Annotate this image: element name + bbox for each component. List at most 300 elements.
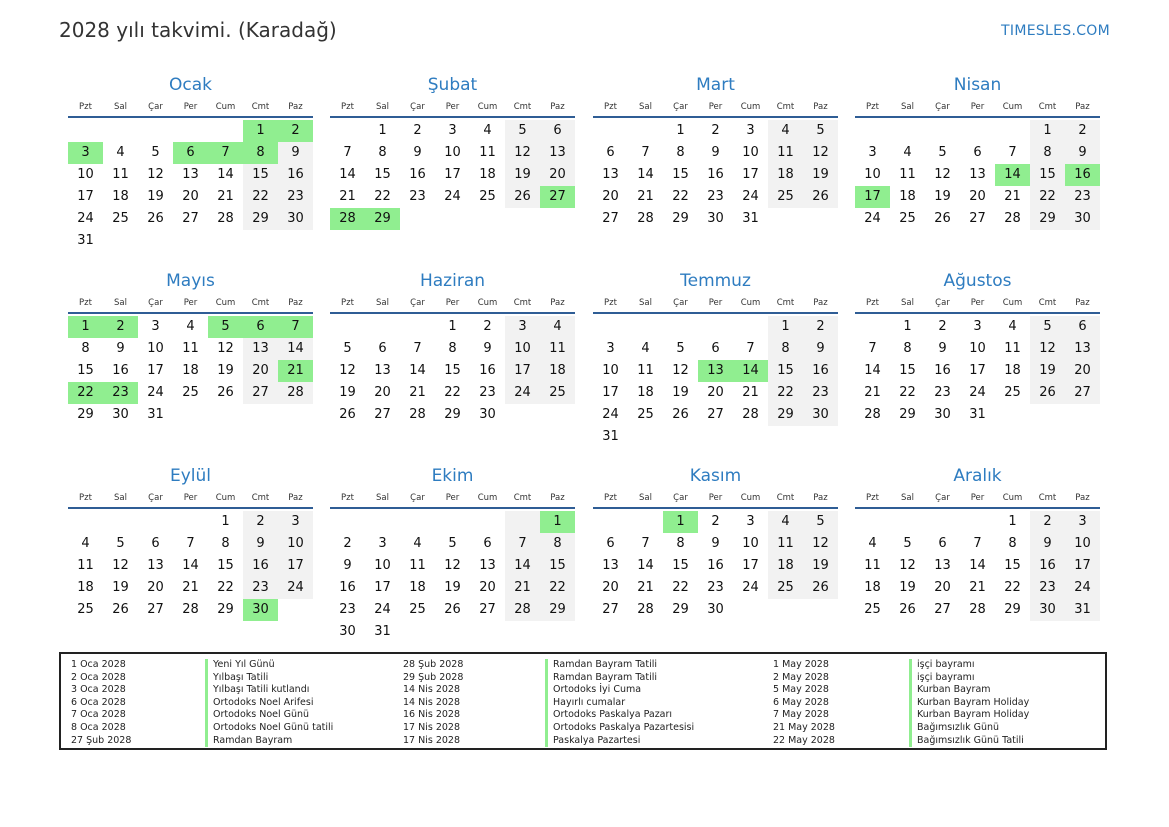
day-cell: 13 <box>934 558 951 573</box>
weekday-label: Per <box>970 493 985 503</box>
day-cell: 26 <box>803 186 838 208</box>
weekday-label: Paz <box>550 298 565 308</box>
weekday-label: Cum <box>740 298 761 308</box>
weekday-header <box>68 489 313 509</box>
weekday-label: Cmt <box>251 493 270 503</box>
month-name: Eylül <box>169 466 212 486</box>
day-cell: 25 <box>409 602 426 617</box>
holiday-day-cell: 1 <box>68 316 103 338</box>
day-cell: 31 <box>742 211 759 226</box>
holiday-day-cell: 2 <box>278 120 313 142</box>
day-cell: 27 <box>479 602 496 617</box>
day-cell: 25 <box>637 407 654 422</box>
day-cell: 26 <box>505 186 540 208</box>
holiday-date: 5 May 2028 <box>773 684 829 696</box>
day-cell: 7 <box>343 145 352 160</box>
day-grid <box>593 120 838 230</box>
day-cell: 23 <box>278 186 313 208</box>
day-cell: 14 <box>409 363 426 378</box>
day-cell: 22 <box>672 580 689 595</box>
day-cell: 2 <box>1065 120 1100 142</box>
weekday-label: Pzt <box>604 298 617 308</box>
day-cell: 17 <box>602 385 619 400</box>
holiday-name: Kurban Bayram <box>909 684 1029 697</box>
day-cell: 3 <box>278 511 313 533</box>
day-cell: 21 <box>864 385 881 400</box>
holiday-name: Ramdan Bayram Tatili <box>545 659 694 672</box>
day-cell: 14 <box>217 167 234 182</box>
day-cell: 16 <box>1030 555 1065 577</box>
day-cell: 12 <box>147 167 164 182</box>
day-cell: 2 <box>343 536 352 551</box>
weekday-label: Cum <box>740 493 761 503</box>
brand-link[interactable]: TIMESLES.COM <box>1001 23 1110 39</box>
day-cell: 15 <box>540 555 575 577</box>
day-cell: 7 <box>973 536 982 551</box>
day-cell: 6 <box>151 536 160 551</box>
holiday-day-cell: 6 <box>173 142 208 164</box>
weekday-label: Pzt <box>604 493 617 503</box>
day-cell: 4 <box>413 536 422 551</box>
holiday-column-2-names <box>545 659 694 747</box>
day-cell: 19 <box>339 385 356 400</box>
weekday-label: Per <box>970 298 985 308</box>
empty-day-cell <box>593 316 628 338</box>
weekday-label: Per <box>708 493 723 503</box>
day-cell: 9 <box>711 145 720 160</box>
day-cell: 15 <box>1030 164 1065 186</box>
weekday-label: Çar <box>148 493 163 503</box>
day-cell: 28 <box>505 599 540 621</box>
day-cell: 9 <box>413 145 422 160</box>
day-cell: 21 <box>1004 189 1021 204</box>
day-cell: 6 <box>606 145 615 160</box>
day-cell: 13 <box>147 558 164 573</box>
day-cell: 20 <box>1065 360 1100 382</box>
weekday-label: Çar <box>673 493 688 503</box>
day-cell: 18 <box>409 580 426 595</box>
holiday-name: Ortodoks Noel Günü tatili <box>205 722 333 735</box>
day-cell: 23 <box>409 189 426 204</box>
weekday-label: Paz <box>550 493 565 503</box>
weekday-label: Pzt <box>79 102 92 112</box>
day-cell: 9 <box>483 341 492 356</box>
holiday-column-3-dates <box>773 659 835 747</box>
day-cell: 26 <box>339 407 356 422</box>
empty-day-cell <box>470 511 505 533</box>
weekday-label: Çar <box>148 102 163 112</box>
month-block <box>593 465 838 621</box>
day-cell: 24 <box>147 385 164 400</box>
day-cell: 22 <box>243 186 278 208</box>
day-cell: 12 <box>803 142 838 164</box>
day-cell: 13 <box>540 142 575 164</box>
weekday-label: Per <box>445 298 460 308</box>
day-cell: 20 <box>540 164 575 186</box>
day-cell: 19 <box>505 164 540 186</box>
month-block <box>593 74 838 230</box>
day-cell: 15 <box>768 360 803 382</box>
weekday-header <box>68 98 313 118</box>
weekday-label: Per <box>708 298 723 308</box>
day-cell: 29 <box>540 599 575 621</box>
weekday-label: Pzt <box>79 298 92 308</box>
month-block <box>68 465 313 621</box>
day-cell: 24 <box>969 385 986 400</box>
day-cell: 12 <box>1030 338 1065 360</box>
day-cell: 28 <box>409 407 426 422</box>
day-cell: 9 <box>243 533 278 555</box>
holiday-date: 29 Şub 2028 <box>403 671 464 683</box>
day-cell: 5 <box>938 145 947 160</box>
holiday-day-cell: 8 <box>243 142 278 164</box>
weekday-label: Çar <box>935 493 950 503</box>
day-cell: 1 <box>676 123 685 138</box>
day-cell: 13 <box>243 338 278 360</box>
holiday-date: 16 Nis 2028 <box>403 709 460 721</box>
day-cell: 10 <box>278 533 313 555</box>
holiday-name: işçi bayramı <box>909 672 1029 685</box>
weekday-header <box>330 294 575 314</box>
day-cell: 10 <box>742 536 759 551</box>
day-cell: 15 <box>672 167 689 182</box>
day-cell: 12 <box>112 558 129 573</box>
day-cell: 8 <box>540 533 575 555</box>
holiday-date: 3 Oca 2028 <box>71 684 126 696</box>
weekday-label: Pzt <box>604 102 617 112</box>
day-cell: 23 <box>707 580 724 595</box>
weekday-label: Paz <box>1075 102 1090 112</box>
day-cell: 20 <box>479 580 496 595</box>
day-cell: 16 <box>112 363 129 378</box>
holiday-date: 21 May 2028 <box>773 721 835 733</box>
day-cell: 10 <box>969 341 986 356</box>
day-cell: 2 <box>803 316 838 338</box>
day-cell: 5 <box>151 145 160 160</box>
weekday-label: Pzt <box>866 493 879 503</box>
day-cell: 10 <box>742 145 759 160</box>
day-cell: 21 <box>339 189 356 204</box>
day-cell: 10 <box>147 341 164 356</box>
weekday-label: Paz <box>1075 493 1090 503</box>
weekday-label: Cmt <box>1038 493 1057 503</box>
day-grid <box>330 511 575 643</box>
weekday-label: Paz <box>288 493 303 503</box>
holiday-list <box>59 652 1107 750</box>
day-cell: 29 <box>243 208 278 230</box>
day-cell: 28 <box>217 211 234 226</box>
day-cell: 18 <box>637 385 654 400</box>
day-cell: 10 <box>1065 533 1100 555</box>
day-cell: 20 <box>243 360 278 382</box>
weekday-label: Pzt <box>79 493 92 503</box>
weekday-label: Cum <box>477 493 498 503</box>
holiday-date: 17 Nis 2028 <box>403 721 460 733</box>
day-cell: 17 <box>278 555 313 577</box>
day-grid <box>330 316 575 426</box>
day-cell: 1 <box>221 514 230 529</box>
day-cell: 31 <box>969 407 986 422</box>
day-cell: 29 <box>77 407 94 422</box>
day-cell: 20 <box>707 385 724 400</box>
day-cell: 15 <box>374 167 391 182</box>
day-cell: 24 <box>77 211 94 226</box>
day-cell: 24 <box>742 189 759 204</box>
holiday-column-1-dates <box>71 659 131 747</box>
holiday-date: 2 May 2028 <box>773 671 829 683</box>
day-cell: 25 <box>182 385 199 400</box>
day-cell: 9 <box>116 341 125 356</box>
day-grid <box>855 120 1100 230</box>
empty-day-cell <box>663 316 698 338</box>
holiday-date: 1 Oca 2028 <box>71 659 126 670</box>
holiday-name: Ortodoks İyi Cuma <box>545 684 694 697</box>
weekday-label: Cmt <box>776 298 795 308</box>
day-cell: 12 <box>672 363 689 378</box>
holiday-day-cell: 2 <box>103 316 138 338</box>
day-cell: 12 <box>217 341 234 356</box>
day-cell: 26 <box>899 602 916 617</box>
weekday-label: Cmt <box>513 298 532 308</box>
day-cell: 31 <box>374 624 391 639</box>
weekday-label: Cmt <box>513 102 532 112</box>
day-cell: 13 <box>602 558 619 573</box>
empty-day-cell <box>593 120 628 142</box>
day-cell: 3 <box>973 319 982 334</box>
day-cell: 14 <box>339 167 356 182</box>
weekday-label: Cum <box>477 102 498 112</box>
day-cell: 5 <box>676 341 685 356</box>
day-cell: 25 <box>768 577 803 599</box>
day-grid <box>68 120 313 252</box>
day-cell: 14 <box>182 558 199 573</box>
month-name: Ekim <box>431 466 474 486</box>
empty-day-cell <box>890 120 925 142</box>
day-cell: 21 <box>505 577 540 599</box>
month-name: Şubat <box>427 75 478 95</box>
day-cell: 26 <box>217 385 234 400</box>
day-cell: 21 <box>637 189 654 204</box>
holiday-date: 27 Şub 2028 <box>71 734 132 746</box>
day-cell: 7 <box>186 536 195 551</box>
empty-day-cell <box>330 120 365 142</box>
weekday-label: Paz <box>288 102 303 112</box>
day-cell: 24 <box>742 580 759 595</box>
day-cell: 4 <box>81 536 90 551</box>
holiday-date: 1 May 2028 <box>773 659 829 670</box>
day-cell: 19 <box>934 189 951 204</box>
day-cell: 3 <box>746 514 755 529</box>
holiday-name: Ortodoks Noel Günü <box>205 709 333 722</box>
day-cell: 19 <box>217 363 234 378</box>
empty-day-cell <box>173 511 208 533</box>
day-cell: 2 <box>483 319 492 334</box>
day-cell: 18 <box>540 360 575 382</box>
weekday-label: Cum <box>215 102 236 112</box>
weekday-label: Cmt <box>776 102 795 112</box>
day-cell: 13 <box>479 558 496 573</box>
day-cell: 6 <box>711 341 720 356</box>
holiday-name: Yeni Yıl Günü <box>205 659 333 672</box>
day-cell: 1 <box>903 319 912 334</box>
day-cell: 22 <box>217 580 234 595</box>
month-name: Mayıs <box>166 271 215 291</box>
day-cell: 15 <box>243 164 278 186</box>
day-cell: 18 <box>112 189 129 204</box>
weekday-label: Per <box>970 102 985 112</box>
empty-day-cell <box>138 120 173 142</box>
day-cell: 5 <box>505 120 540 142</box>
month-block <box>593 270 838 448</box>
day-cell: 6 <box>973 145 982 160</box>
weekday-label: Pzt <box>341 102 354 112</box>
day-cell: 7 <box>505 533 540 555</box>
day-cell: 15 <box>217 558 234 573</box>
day-cell: 22 <box>672 189 689 204</box>
day-cell: 21 <box>742 385 759 400</box>
day-cell: 8 <box>676 536 685 551</box>
day-cell: 16 <box>409 167 426 182</box>
weekday-header <box>330 489 575 509</box>
empty-day-cell <box>628 316 663 338</box>
day-cell: 30 <box>707 602 724 617</box>
day-cell: 16 <box>934 363 951 378</box>
holiday-day-cell: 7 <box>208 142 243 164</box>
day-cell: 25 <box>479 189 496 204</box>
weekday-label: Çar <box>935 102 950 112</box>
month-name: Haziran <box>419 271 486 291</box>
day-cell: 29 <box>672 602 689 617</box>
day-cell: 24 <box>444 189 461 204</box>
empty-day-cell <box>435 511 470 533</box>
day-cell: 30 <box>1030 599 1065 621</box>
day-cell: 14 <box>864 363 881 378</box>
empty-day-cell <box>855 120 890 142</box>
holiday-date: 6 Oca 2028 <box>71 696 126 708</box>
weekday-label: Cum <box>1002 493 1023 503</box>
holiday-day-cell: 21 <box>278 360 313 382</box>
day-cell: 10 <box>864 167 881 182</box>
day-cell: 6 <box>606 536 615 551</box>
day-cell: 22 <box>374 189 391 204</box>
day-cell: 26 <box>803 577 838 599</box>
day-cell: 2 <box>711 514 720 529</box>
month-name: Aralık <box>953 466 1002 486</box>
day-cell: 7 <box>641 536 650 551</box>
day-cell: 4 <box>641 341 650 356</box>
day-cell: 30 <box>934 407 951 422</box>
day-cell: 3 <box>378 536 387 551</box>
holiday-date: 7 May 2028 <box>773 709 829 721</box>
day-cell: 18 <box>1004 363 1021 378</box>
day-cell: 7 <box>413 341 422 356</box>
day-cell: 8 <box>1030 142 1065 164</box>
month-block <box>330 270 575 426</box>
day-cell: 4 <box>483 123 492 138</box>
day-cell: 24 <box>278 577 313 599</box>
holiday-day-cell: 1 <box>663 511 698 533</box>
day-cell: 2 <box>711 123 720 138</box>
weekday-label: Paz <box>813 493 828 503</box>
day-cell: 25 <box>768 186 803 208</box>
day-cell: 1 <box>448 319 457 334</box>
holiday-date: 14 Nis 2028 <box>403 696 460 708</box>
day-cell: 27 <box>374 407 391 422</box>
weekday-label: Pzt <box>341 493 354 503</box>
weekday-label: Per <box>183 493 198 503</box>
day-cell: 31 <box>1065 599 1100 621</box>
day-cell: 21 <box>182 580 199 595</box>
day-cell: 25 <box>1004 385 1021 400</box>
day-cell: 20 <box>147 580 164 595</box>
weekday-header <box>68 294 313 314</box>
day-cell: 29 <box>672 211 689 226</box>
day-cell: 5 <box>1030 316 1065 338</box>
day-cell: 14 <box>278 338 313 360</box>
day-cell: 3 <box>505 316 540 338</box>
day-cell: 4 <box>868 536 877 551</box>
day-cell: 29 <box>768 404 803 426</box>
day-cell: 11 <box>1004 341 1021 356</box>
day-cell: 16 <box>707 558 724 573</box>
day-cell: 25 <box>540 382 575 404</box>
weekday-label: Cmt <box>1038 102 1057 112</box>
day-cell: 29 <box>899 407 916 422</box>
day-cell: 13 <box>969 167 986 182</box>
day-cell: 26 <box>147 211 164 226</box>
day-cell: 20 <box>969 189 986 204</box>
empty-day-cell <box>68 120 103 142</box>
holiday-name: Kurban Bayram Holiday <box>909 697 1029 710</box>
day-cell: 19 <box>1030 360 1065 382</box>
day-cell: 26 <box>1030 382 1065 404</box>
day-cell: 4 <box>186 319 195 334</box>
empty-day-cell <box>505 511 540 533</box>
day-cell: 22 <box>444 385 461 400</box>
day-cell: 4 <box>1008 319 1017 334</box>
month-block <box>330 74 575 230</box>
day-cell: 28 <box>637 211 654 226</box>
day-cell: 6 <box>483 536 492 551</box>
day-cell: 5 <box>448 536 457 551</box>
empty-day-cell <box>960 511 995 533</box>
day-cell: 13 <box>182 167 199 182</box>
holiday-day-cell: 14 <box>995 164 1030 186</box>
weekday-label: Sal <box>376 298 389 308</box>
empty-day-cell <box>628 511 663 533</box>
weekday-label: Sal <box>901 493 914 503</box>
day-cell: 20 <box>602 189 619 204</box>
holiday-name: Kurban Bayram Holiday <box>909 709 1029 722</box>
day-cell: 30 <box>278 208 313 230</box>
empty-day-cell <box>330 511 365 533</box>
day-cell: 19 <box>444 580 461 595</box>
day-cell: 30 <box>707 211 724 226</box>
holiday-name: Ortodoks Paskalya Pazartesisi <box>545 722 694 735</box>
day-cell: 19 <box>899 580 916 595</box>
weekday-label: Çar <box>148 298 163 308</box>
day-cell: 22 <box>1004 580 1021 595</box>
weekday-label: Pzt <box>866 298 879 308</box>
day-cell: 19 <box>803 164 838 186</box>
empty-day-cell <box>365 511 400 533</box>
day-cell: 31 <box>602 429 619 444</box>
holiday-day-cell: 1 <box>540 511 575 533</box>
day-cell: 28 <box>278 382 313 404</box>
day-cell: 28 <box>742 407 759 422</box>
holiday-column-1-names <box>205 659 333 747</box>
day-cell: 24 <box>602 407 619 422</box>
